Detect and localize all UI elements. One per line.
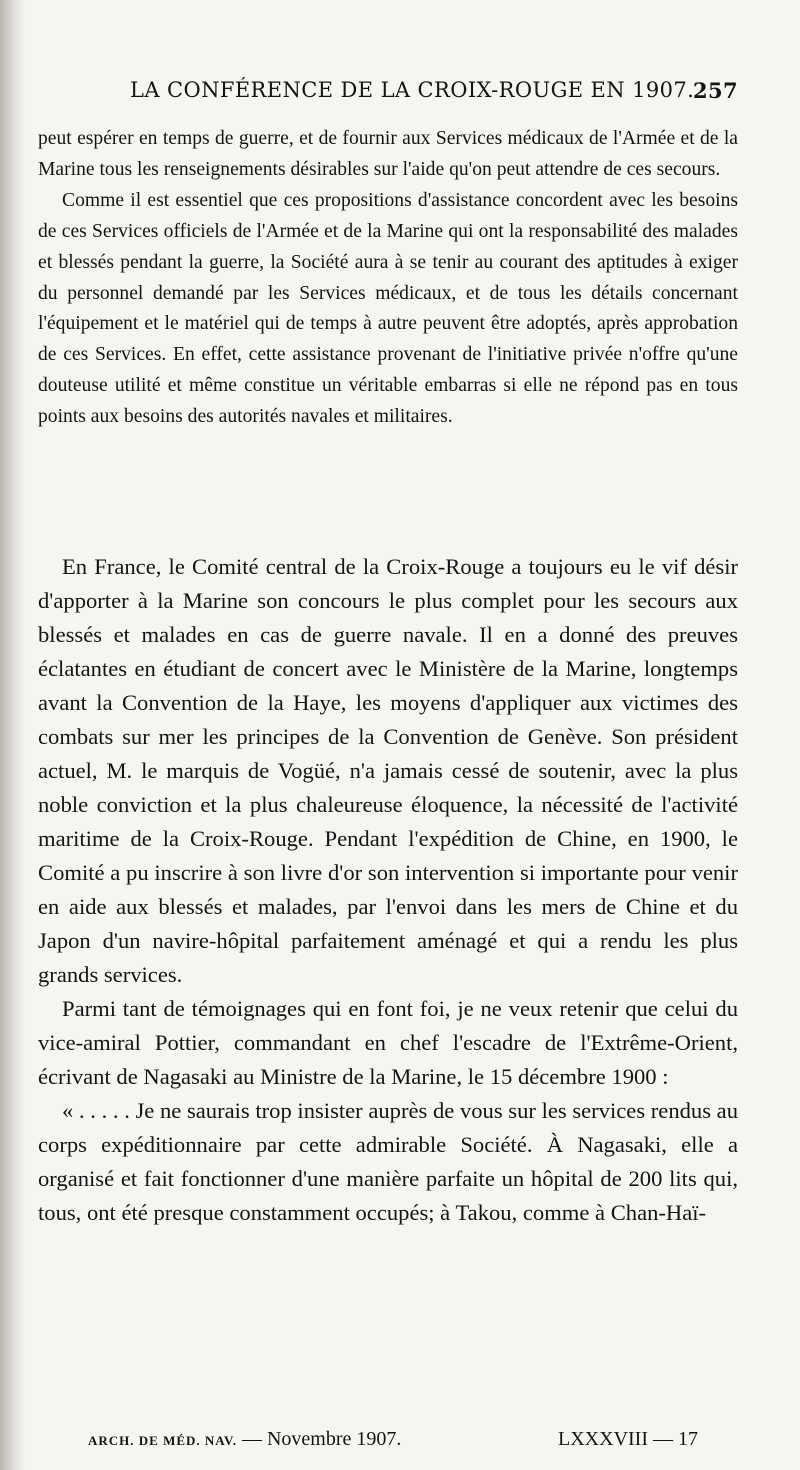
running-header [130, 78, 738, 110]
paragraph: En France, le Comité central de la Croix-Rouge a toujours eu le vif désir d'apporter à la Marine son concours le plus complet pour les secours aux blessés et malades en cas de guerre navale. Il en a donné des preuves éclatantes en étudiant de concert avec le Ministère de la Marine, longtemps avant la Convention de la Haye, les moyens d'appliquer aux victimes des combats sur mer les principes de la Convention de Genève. Son président actuel, M. le marquis de Vogüé, n'a jamais cessé de soutenir, avec la plus noble conviction et la plus chaleureuse éloquence, la nécessité de l'activité maritime de la Croix-Rouge. Pendant l'expédition de Chine, en 1900, le Comité a pu inscrire à son livre d'or son intervention si importante pour venir en aide aux blessés et malades, par l'envoi dans les mers de Chine et du Japon d'un navire-hôpital parfaitement aménagé et qui a rendu les plus grands services. [38, 554, 738, 987]
paragraph: peut espérer en temps de guerre, et de fournir aux Services médicaux de l'Armée et de la Marine tous les renseignements désirables sur l'aide qu'on peut attendre de ces secours. [38, 128, 738, 180]
signature-mark: LXXXVIII — 17 [558, 1428, 698, 1450]
issue-date: — Novembre 1907. [241, 1428, 402, 1450]
text-block-large [38, 550, 738, 1230]
paragraph: Comme il est essentiel que ces propositions d'assistance concordent avec les besoins de ces Services officiels de l'Armée et de la Marine qui ont la responsabilité des malades et blessés pendant la guerre, la Société aura à se tenir au courant des aptitudes à exiger du personnel demandé par les Services médicaux, et de tous les détails concernant l'équipement et le matériel qui de temps à autre peuvent être adoptés, après approbation de ces Services. En effet, cette assistance provenant de l'initiative privée n'offre qu'une douteuse utilité et même constitue un véritable embarras si elle ne répond pas en tous points aux besoins des autorités navales et militaires. [38, 189, 738, 428]
page-gutter-shadow [0, 0, 26, 1470]
text-block-small [38, 124, 738, 433]
footer-citation [88, 1428, 401, 1451]
journal-abbrev: ARCH. DE MÉD. NAV. [88, 1433, 237, 1448]
paragraph: Parmi tant de témoignages qui en font foi, je ne veux retenir que celui du vice-amiral Pottier, commandant en chef l'escadre de l'Extrême-Orient, écrivant de Nagasaki au Ministre de la Marine, le 15 décembre 1900 : [38, 996, 738, 1089]
page-number: 257 [692, 78, 738, 103]
running-title: LA CONFÉRENCE DE LA CROIX-ROUGE EN 1907. [130, 78, 695, 102]
quotation: « . . . . . Je ne saurais trop insister auprès de vous sur les services rendus au corps expéditionnaire par cette admirable Société. À Nagasaki, elle a organisé et fait fonctionner d'une manière parfaite un hôpital de 200 lits qui, tous, ont été presque constamment occupés; à Takou, comme à Chan-Haï- [38, 1098, 738, 1225]
page-footer [88, 1428, 698, 1458]
